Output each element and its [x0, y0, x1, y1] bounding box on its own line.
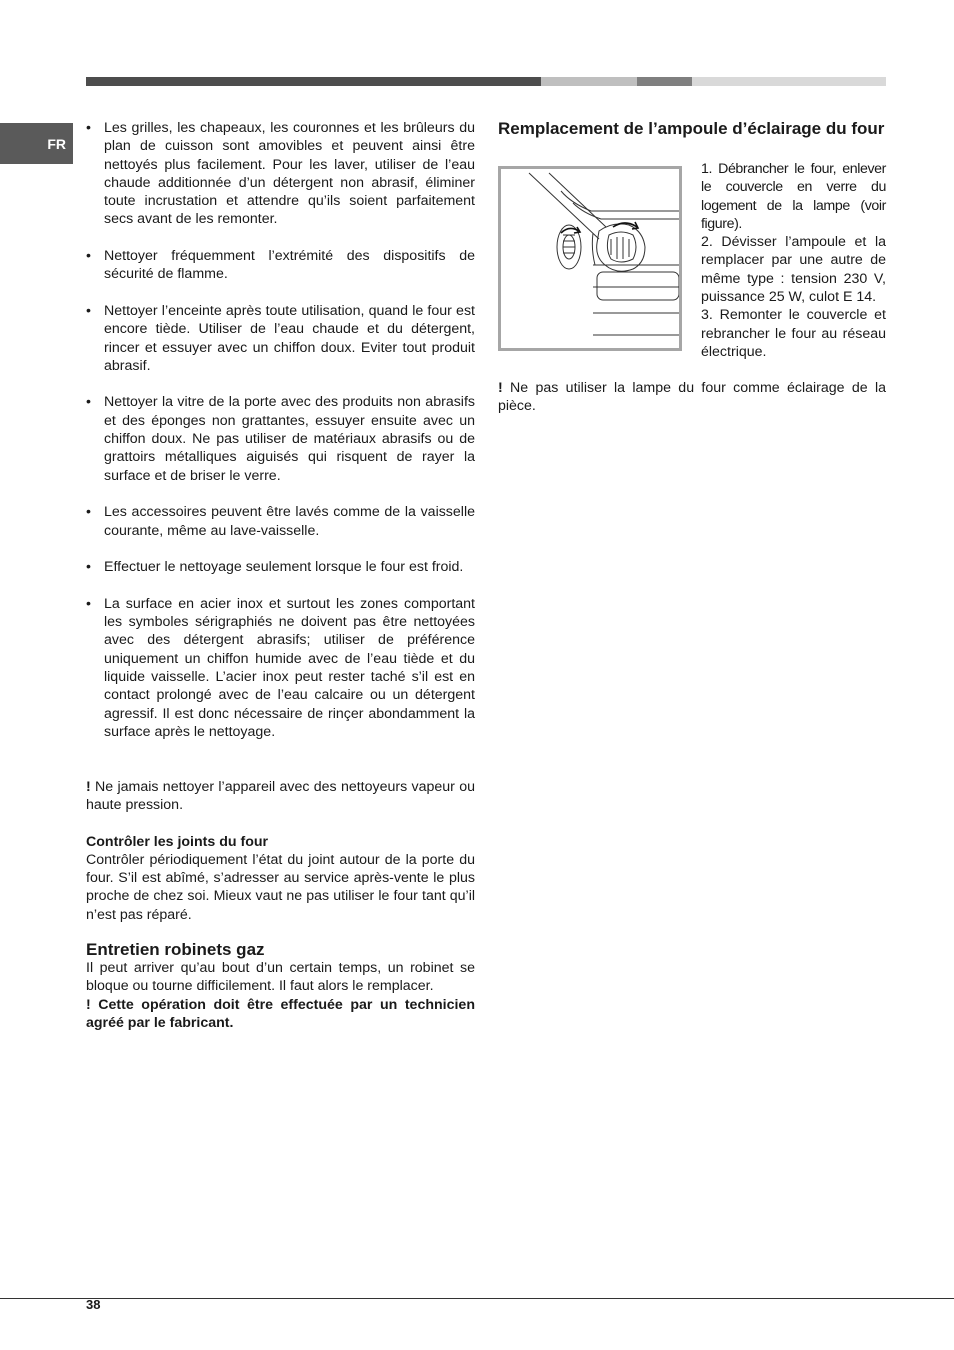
header-bar-dark [86, 77, 541, 86]
steam-warning-text: Ne jamais nettoyer l’appareil avec des nettoyeurs vapeur ou haute pression. [86, 778, 475, 813]
joints-text: Contrôler périodiquement l’état du joint autour de la porte du four. S’il est abîmé, s’adresser au service après-vente le plus proche de chez soi. Mieux vaut ne pas utiliser le four tant qu’il n’est pas réparé. [86, 851, 475, 923]
list-item [86, 302, 475, 375]
lamp-warning [498, 379, 886, 416]
oven-lamp-illustration [498, 166, 682, 351]
bullet-mark: • [86, 302, 91, 319]
language-tab [0, 123, 73, 164]
list-item-text: Les accessoires peuvent être lavés comme de la vaisselle courante, même au lave-vaisselle. [104, 504, 475, 539]
lamp-step: 1. Débrancher le four, enlever le couvercle en verre du logement de la lampe (voir figure). [701, 161, 886, 232]
gas-warning [86, 996, 475, 1033]
list-item-text: Nettoyer l’enceinte après toute utilisation, quand le four est encore tiède. Utiliser de l’eau chaude et du détergent, rincer et essuyer avec un chiffon doux. Eviter tout produit abrasif. [104, 302, 475, 374]
list-item [86, 247, 475, 284]
footer-rule [0, 1298, 954, 1299]
list-item-text: Nettoyer fréquemment l’extrémité des dispositifs de sécurité de flamme. [104, 248, 475, 283]
lamp-step: 3. Remonter le couvercle et rebrancher le four au réseau électrique. [701, 307, 886, 360]
list-item [86, 119, 475, 229]
right-column [498, 119, 886, 138]
header-bar-mid [637, 77, 692, 86]
list-item-text: Nettoyer la vitre de la porte avec des produits non abrasifs et des éponges non grattantes, essuyer ensuite avec un chiffon doux. Ne pas utiliser de matériaux abrasifs ou de grattoirs métalliques aiguisés qui risquent de rayer la surface et de briser le verre. [104, 394, 475, 484]
list-item [86, 393, 475, 484]
lamp-step: 2. Dévisser l’ampoule et la remplacer par une autre de même type : tension 230 V, puissance 25 W, culot E 14. [701, 234, 886, 306]
list-item [86, 558, 475, 576]
list-item [86, 595, 475, 741]
list-item-text: Les grilles, les chapeaux, les couronnes et les brûleurs du plan de cuisson sont amovibles et peuvent ainsi être nettoyés plus facilement. Pour les laver, utiliser de l’eau chaude additionnée d’un détergent non abrasif, éliminer toute incrustation et attendre qu’ils soient parfaitement secs avant de les remonter. [104, 120, 475, 228]
joints-heading: Contrôler les joints du four [86, 833, 269, 850]
page-number: 38 [86, 1297, 101, 1312]
warning-mark: ! [86, 778, 91, 795]
lamp-warning-text: Ne pas utiliser la lampe du four comme éclairage de la pièce. [498, 380, 886, 415]
header-bar-light [541, 77, 637, 86]
gas-warning-text: Cette opération doit être effectuée par un technicien agréé par le fabricant. [86, 996, 475, 1031]
gas-heading: Entretien robinets gaz [86, 940, 265, 960]
list-item [86, 503, 475, 540]
header-bar-pale [692, 77, 886, 86]
list-item-text: Effectuer le nettoyage seulement lorsque le four est froid. [104, 559, 464, 576]
lamp-steps [701, 160, 886, 361]
warning-mark: ! [498, 380, 503, 396]
bullet-mark: • [86, 559, 91, 576]
bullet-mark: • [86, 120, 91, 136]
warning-mark: ! [86, 996, 91, 1013]
steam-warning [86, 778, 475, 815]
bullet-mark: • [86, 394, 91, 411]
lamp-heading: Remplacement de l’ampoule d’éclairage du four [498, 119, 885, 138]
gas-text: Il peut arriver qu’au bout d’un certain temps, un robinet se bloque ou tourne difficilement. Il faut alors le remplacer. [86, 960, 475, 995]
bullet-mark: • [86, 248, 91, 265]
language-tab-label: FR [47, 135, 66, 152]
list-item-text: La surface en acier inox et surtout les zones comportant les symboles sérigraphiés ne doivent pas être nettoyées avec des détergent abrasifs; utiliser de préférence uniquement un chiffon humide avec de l’eau tiède et du liquide vaisselle. L’acier inox peut rester taché s’il est en contact prolongé avec de l’eau calcaire ou un détergent agressif. Il est donc nécessaire de rinçer abondamment la surface après le nettoyage. [104, 595, 475, 740]
oven-lamp-drawing [501, 169, 679, 348]
bullet-mark: • [86, 504, 91, 521]
left-column [86, 119, 475, 1032]
bullet-mark: • [86, 595, 91, 612]
